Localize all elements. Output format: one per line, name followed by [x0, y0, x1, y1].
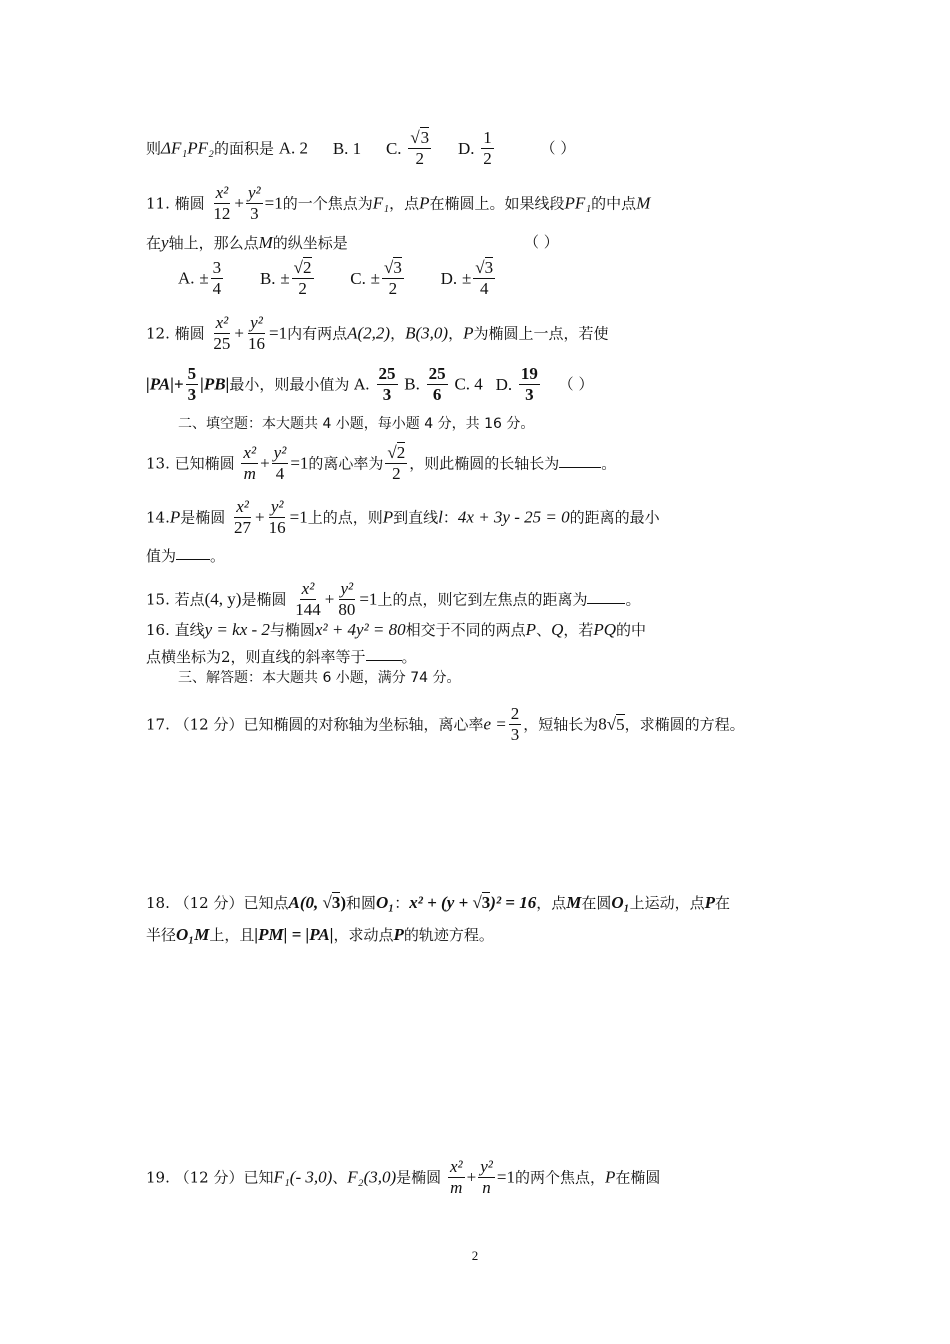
q11-p: P	[419, 193, 430, 213]
q14-line1: 14.P是椭圆 $\frac{\text{x²}}{27}$ + $\frac{\text{y²}}{16}$ =1上的点，则P到直线l：4x + 3y - 25 = 0的距离的最小	[146, 497, 660, 537]
q18-circle-b: )² = 16	[490, 893, 537, 912]
q12-number: 12. 椭圆	[146, 324, 205, 343]
q19-number: 19. （12 分）已知	[146, 1168, 274, 1187]
q18-text2: ，点	[536, 894, 567, 912]
q10-mid-text: 的面积是	[213, 139, 274, 158]
q13-number: 13. 已知椭圆	[146, 454, 235, 473]
q18-point-a-end: )	[340, 893, 346, 912]
q17-text1: ，短轴长为	[523, 715, 599, 734]
q17-text2: ，求椭圆的方程。	[624, 715, 745, 734]
q11-frac-x: $\frac{\text{x²}}{12}$	[213, 183, 231, 223]
q16-text1: 与椭圆	[269, 621, 315, 639]
q18-number: 18. （12 分）已知点	[146, 894, 289, 912]
q11-f1: F₁	[372, 193, 390, 213]
q11-text2: ，点	[389, 194, 420, 213]
q12-p: P	[463, 323, 474, 343]
q18-line2b: 上，且	[209, 926, 255, 944]
q19-f1: F₁(- 3,0)	[273, 1167, 333, 1187]
q13-frac-y: $\frac{\text{y²}}{4}$	[273, 443, 287, 483]
q12-frac-y: $\frac{\text{y²}}{16}$	[248, 313, 265, 353]
q14-text4: ：	[442, 508, 458, 527]
q18-line1: 18. （12 分）已知点A(0, √3)和圆O₁：x² + (y + √3)² = 16，点M在圆O₁上运动，点P在	[146, 893, 731, 912]
q12-option-a-frac: $\frac{25}{3}$	[378, 364, 396, 404]
q14-p2: P	[382, 507, 394, 527]
q16-text3: ，若	[563, 621, 594, 639]
q17-len-rad: 5	[616, 714, 625, 734]
q11-option-d-frac: $\frac{√3}{4}$	[475, 258, 494, 298]
q12-line2	[146, 364, 593, 405]
q11-line2c: 的纵坐标是	[272, 234, 348, 252]
q14-p: P	[169, 507, 181, 527]
q10-option-d: D.	[457, 138, 475, 158]
q18-text3: 在圆	[581, 894, 612, 912]
q18-circle-a: x² + (y +	[409, 893, 473, 912]
q17-len-pre: 8	[598, 714, 607, 734]
q16-q: Q	[551, 620, 564, 639]
q18-point-a: A(0,	[288, 893, 323, 912]
q15-point: (4, y)	[204, 589, 242, 609]
q17-number: 17. （12 分）已知椭圆的对称轴为坐标轴，离心率	[146, 715, 484, 734]
q12-line1: 12. 椭圆 $\frac{\text{x²}}{25}$ + $\frac{\text{y²}}{16}$ =1内有两点A(2,2)，B(3,0)，P为椭圆上一点，若使	[146, 313, 609, 353]
q11-m2: M	[258, 233, 273, 252]
q15-number: 15. 若点	[146, 590, 205, 609]
q15-text1: 是椭圆	[241, 590, 287, 609]
q19-text2: 的两个焦点，	[514, 1168, 605, 1187]
q19-p: P	[604, 1167, 616, 1187]
q11-option-b-label: B.	[259, 268, 276, 288]
q11-option-c-label: C.	[350, 268, 366, 288]
q19-frac-y: $\frac{\text{y²}}{n}$	[480, 1157, 493, 1197]
q12-text3: 为椭圆上一点，若使	[473, 324, 609, 343]
q18-condition: |PM| = |PA|	[254, 925, 334, 944]
q10-options-line	[146, 128, 575, 169]
q18-line2c: ，求动点	[333, 926, 394, 944]
q11-option-a-label: A.	[178, 268, 195, 288]
section-3-heading: 三、解答题：本大题共 6 小题，满分 74 分。	[178, 670, 461, 686]
q11-option-a-frac: $\frac{3}{4}$	[212, 258, 222, 298]
q14-frac-y: $\frac{\text{y²}}{16}$	[268, 497, 286, 537]
q15-frac-x: $\frac{\text{x²}}{144}$	[295, 579, 321, 619]
q14-l: l	[438, 507, 443, 527]
q14-text2: 上的点，则	[307, 508, 383, 527]
q19-line1: 19. （12 分）已知F₁(- 3,0)、F₂(3,0)是椭圆 $\frac{\text{x²}}{m}$ + $\frac{\text{y²}}{n}$ =1的两个焦点，P在椭圆	[146, 1157, 661, 1197]
q14-frac-x: $\frac{\text{x²}}{27}$	[234, 497, 252, 537]
q18-text4: 上运动，点	[629, 894, 705, 912]
q12-text1: 内有两点	[287, 324, 348, 343]
q18-p2: P	[393, 925, 404, 944]
q15-answer-blank[interactable]	[587, 589, 625, 604]
q16-line-eq: y = kx - 2	[204, 620, 270, 639]
q11-options	[178, 258, 497, 299]
q12-point-a: A(2,2)	[347, 323, 391, 343]
q15-end: 。	[625, 590, 641, 609]
q11-frac-y: $\frac{\text{y²}}{3}$	[248, 183, 261, 223]
q13-text2: ，则此椭圆的长轴长为	[409, 454, 560, 473]
q10-answer-paren: （ ）	[540, 138, 576, 157]
q11-text1: 的一个焦点为	[282, 194, 373, 213]
q14-eq: =1	[289, 507, 308, 527]
q16-number: 16. 直线	[146, 621, 205, 639]
q12-sep: ，	[390, 324, 406, 343]
q16-line2	[146, 646, 417, 667]
q13-line: 13. 已知椭圆 $\frac{\text{x²}}{m}$ + $\frac{\text{y²}}{4}$ =1的离心率为 $\frac{√2}{2}$ ，则此椭圆的长轴长为 。	[146, 443, 617, 483]
q11-line1: 11. 椭圆 $\frac{\text{x²}}{12}$ + $\frac{\text{y²}}{3}$ =1的一个焦点为F₁，点P在椭圆上。如果线段PF₁的中点M	[146, 183, 651, 223]
q12-option-d: D.	[495, 374, 513, 394]
q14-end: 。	[210, 547, 226, 565]
q11-number: 11. 椭圆	[146, 194, 205, 213]
q10-option-b: B. 1	[332, 138, 362, 158]
q12-point-b: B(3,0)	[405, 323, 449, 343]
q17-ecc-frac: $\frac{2}{3}$	[510, 704, 520, 744]
q15-eq: =1	[359, 589, 378, 609]
q19-eq: =1	[496, 1167, 515, 1187]
q14-line2: 值为	[146, 547, 177, 565]
q14-text5: 的距离的最小	[569, 508, 660, 527]
q19-sep: 、	[332, 1168, 348, 1187]
q10-option-a: A. 2	[278, 138, 309, 158]
q16-line2: 点横坐标为2，则直线的斜率等于	[146, 648, 366, 666]
q18-o1m: O₁M	[176, 925, 210, 944]
q18-circle-rad: 3	[481, 893, 491, 912]
q11-m: M	[636, 193, 651, 213]
q11-answer-paren: （ ）	[524, 233, 559, 251]
q15-frac-y: $\frac{\text{y²}}{80}$	[338, 579, 356, 619]
q11-option-c-pm: ±	[370, 268, 380, 288]
q11-option-a-pm: ±	[199, 268, 209, 288]
q16-sep: 、	[536, 621, 552, 639]
q11-eq: =1	[264, 193, 283, 213]
q10-triangle: ΔF₁PF₂	[161, 138, 214, 158]
q11-text4: 的中点	[591, 194, 637, 213]
q11-y: y	[161, 233, 169, 252]
q16-answer-blank[interactable]	[366, 646, 402, 661]
q13-eq: =1	[290, 453, 309, 473]
q11-option-c-frac: $\frac{√3}{2}$	[384, 258, 402, 298]
q19-f2: F₂(3,0)	[347, 1167, 397, 1187]
q18-text5: 在	[715, 894, 731, 912]
q15-line: 15. 若点(4, y)是椭圆 $\frac{\text{x²}}{144}$ + $\frac{\text{y²}}{80}$ =1上的点，则它到左焦点的距离为 。	[146, 579, 641, 619]
q11-line2a: 在	[146, 234, 162, 252]
q18-line2a: 半径	[146, 926, 177, 944]
q18-point-a-rad: 3	[331, 893, 341, 912]
q18-o1: O₁	[376, 893, 395, 912]
q14-number: 14.	[146, 508, 170, 527]
q11-option-b-frac: $\frac{√2}{2}$	[293, 258, 312, 298]
q11-text3: 在椭圆上。如果线段	[429, 194, 565, 213]
q13-frac-x: $\frac{\text{x²}}{m}$	[243, 443, 257, 483]
q15-text2: 上的点，则它到左焦点的距离为	[377, 590, 588, 609]
q12-option-c: C. 4	[454, 374, 483, 394]
q16-pq: PQ	[593, 620, 617, 639]
q14-line2	[146, 545, 225, 566]
q14-text1: 是椭圆	[180, 508, 226, 527]
q11-option-b-pm: ±	[280, 268, 290, 288]
q12-text4: 最小，则最小值为 A.	[229, 375, 370, 394]
q11-option-d-pm: ±	[461, 268, 472, 288]
q17-e: e =	[483, 714, 507, 734]
q12-pa: |PA|	[146, 374, 174, 394]
q12-option-b-frac: $\frac{25}{6}$	[428, 364, 446, 404]
q18-p: P	[704, 893, 716, 912]
q10-option-d-fraction: $\frac{1}{2}$	[483, 128, 492, 168]
q13-end: 。	[601, 454, 617, 473]
q10-option-c: C.	[385, 138, 402, 158]
q12-pb: |PB|	[200, 374, 230, 394]
q18-line2d: 的轨迹方程。	[403, 926, 494, 944]
q18-line2	[146, 924, 494, 945]
q12-eq: =1	[269, 323, 288, 343]
q12-frac-x: $\frac{\text{x²}}{25}$	[213, 313, 231, 353]
section-2-heading: 二、填空题：本大题共 4 小题，每小题 4 分，共 16 分。	[178, 416, 535, 432]
q19-frac-x: $\frac{\text{x²}}{m}$	[449, 1157, 463, 1197]
q16-ellipse-eq: x² + 4y² = 80	[314, 620, 406, 639]
q10-option-c-fraction: $\frac{√3}{2}$	[410, 128, 430, 168]
q12-answer-paren: （ ）	[558, 374, 594, 393]
q12-coef-frac: $\frac{5}{3}$	[187, 364, 197, 404]
q18-m: M	[566, 893, 582, 912]
q16-text4: 的中	[616, 621, 647, 639]
q14-line-eq: 4x + 3y - 25 = 0	[457, 507, 570, 527]
q12-option-d-frac: $\frac{19}{3}$	[520, 364, 538, 404]
q13-ecc-frac: $\frac{√2}{2}$	[387, 443, 406, 483]
q18-colon: ：	[394, 894, 410, 912]
q14-answer-blank[interactable]	[176, 545, 210, 560]
q16-p: P	[525, 620, 537, 639]
q19-text1: 是椭圆	[396, 1168, 442, 1187]
q10-prefix: 则	[146, 139, 162, 158]
q18-text1: 和圆	[346, 894, 377, 912]
q11-line2b: 轴上，那么点	[168, 234, 259, 252]
q16-line1	[146, 619, 646, 640]
q13-text1: 的离心率为	[308, 454, 384, 473]
q19-text3: 在椭圆	[615, 1168, 661, 1187]
q11-pf1: PF₁	[564, 193, 592, 213]
q17-line: 17. （12 分）已知椭圆的对称轴为坐标轴，离心率e = $\frac{2}{3}$ ，短轴长为8√5，求椭圆的方程。	[146, 704, 745, 744]
q16-end: 。	[401, 648, 417, 666]
q16-text2: 相交于不同的两点	[405, 621, 526, 639]
q11-line2	[146, 232, 559, 253]
page-number: 2	[471, 1248, 479, 1263]
q12-text2: ，	[448, 324, 464, 343]
q13-answer-blank[interactable]	[559, 453, 601, 468]
q18-o1b: O₁	[611, 893, 630, 912]
q11-option-d-label: D.	[440, 268, 458, 288]
q12-plus: +	[173, 374, 184, 394]
q12-option-b: B.	[404, 374, 420, 394]
q14-text3: 到直线	[393, 508, 439, 527]
